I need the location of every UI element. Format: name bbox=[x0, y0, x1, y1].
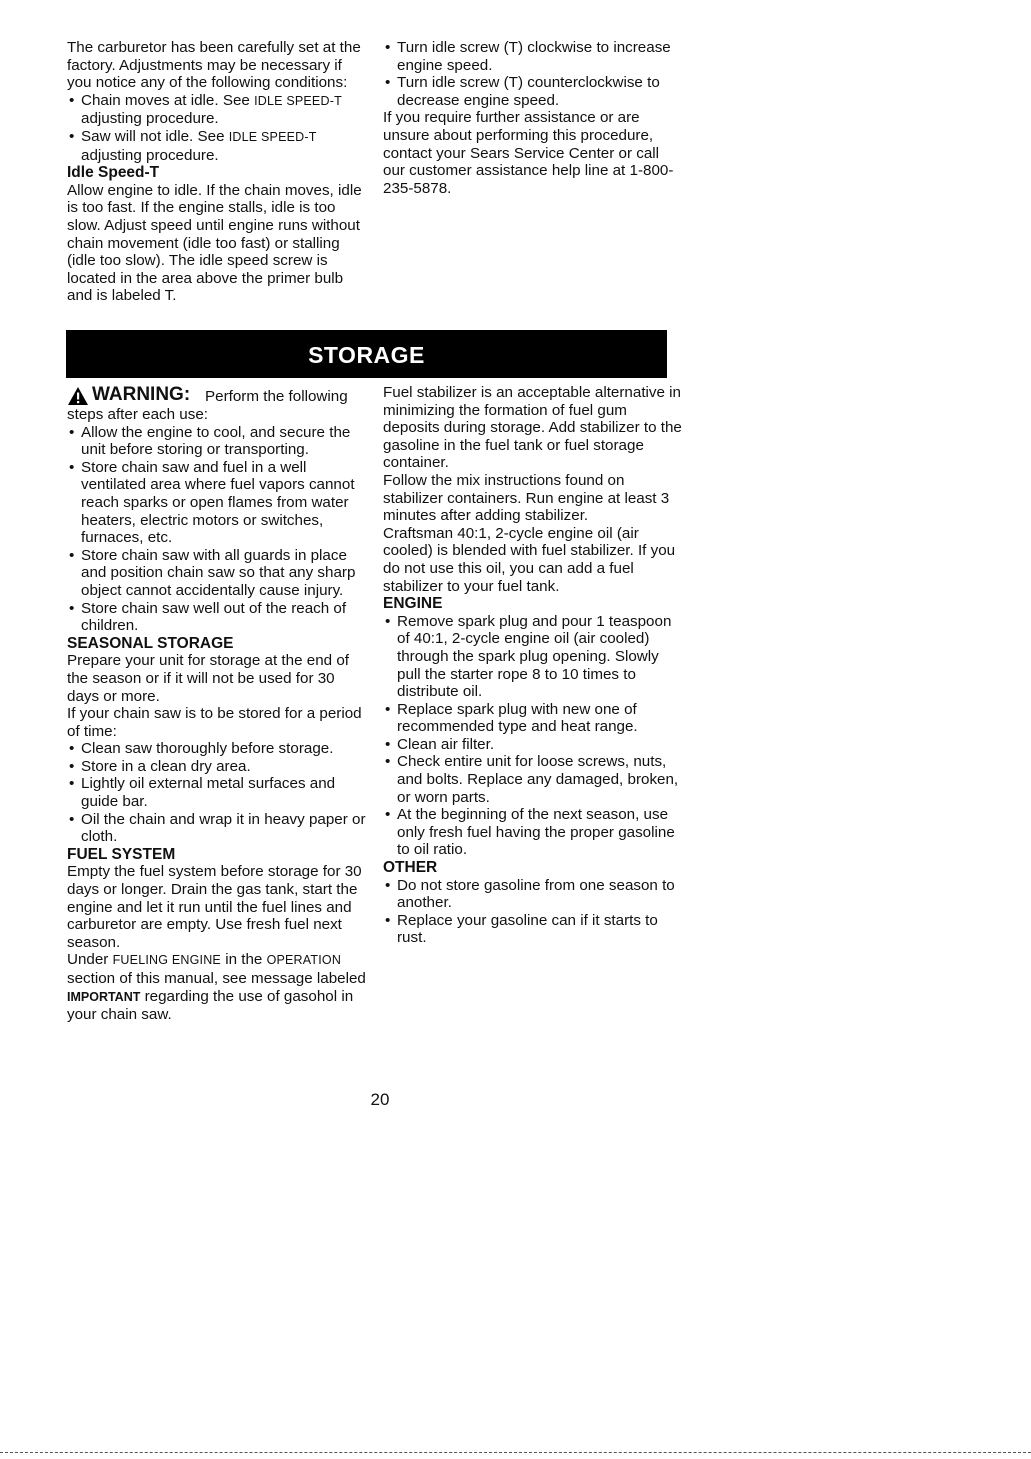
cross-reference: OPERATION bbox=[266, 953, 342, 968]
list-item: • Turn idle screw (T) counterclockwise to decrease engine speed. bbox=[383, 74, 683, 109]
storage-right-column bbox=[383, 384, 683, 947]
stabilizer-p3: Craftsman 40:1, 2-cycle engine oil (air cooled) is blended with fuel stabilizer. If you do not use this oil, you can add a fuel stabilizer to your fuel tank. bbox=[383, 524, 676, 595]
carburetor-intro: The carburetor has been carefully set at the factory. Adjustments may be necessary if you notice any of the following conditions: bbox=[67, 39, 361, 92]
list-item bbox=[67, 128, 367, 164]
cross-reference: IMPORTANT bbox=[67, 989, 141, 1004]
text-run: Under bbox=[67, 951, 113, 969]
stabilizer-p2: Follow the mix instructions found on stabilizer containers. Run engine at least 3 minutes after adding stabilizer. bbox=[383, 471, 670, 525]
cross-reference: IDLE SPEED-T bbox=[254, 93, 342, 108]
idle-speed-heading: Idle Speed-T bbox=[67, 164, 160, 182]
list-item bbox=[67, 92, 367, 128]
text-run: section of this manual, see message labeled bbox=[67, 970, 366, 987]
other-list bbox=[383, 877, 683, 947]
idle-speed-body: Allow engine to idle. If the chain moves, idle is too fast. If the engine stalls, idle is too slow. Adjust speed until engine runs without chain movement (idle too fast) or stalling (idle too slow). The idle speed screw is located in the area above the primer bulb and is labeled T. bbox=[67, 181, 362, 305]
seasonal-storage-p2: If your chain saw is to be stored for a period of time: bbox=[67, 705, 362, 740]
fuel-system-heading: FUEL SYSTEM bbox=[67, 845, 176, 863]
list-item: • Clean air filter. bbox=[383, 736, 683, 754]
warning-steps-list bbox=[67, 424, 367, 635]
idle-screw-list bbox=[383, 39, 683, 109]
list-item-text: Chain moves at idle. See bbox=[81, 91, 255, 109]
seasonal-storage-heading: SEASONAL STORAGE bbox=[67, 634, 234, 652]
list-item: • Store chain saw with all guards in place and position chain saw so that any sharp object cannot accidentally cause injury. bbox=[67, 547, 367, 600]
list-item: • Do not store gasoline from one season to another. bbox=[383, 877, 683, 912]
storage-left-column bbox=[67, 384, 367, 1024]
list-item: • Replace your gasoline can if it starts to rust. bbox=[383, 912, 683, 947]
list-item: • Store in a clean dry area. bbox=[67, 758, 367, 776]
list-item-text: Saw will not idle. See bbox=[81, 127, 229, 145]
cross-reference: FUELING ENGINE bbox=[112, 953, 221, 968]
stabilizer-p1: Fuel stabilizer is an acceptable alternative in minimizing the formation of fuel gum deposits during storage. Add stabilizer to the gasoline in the fuel tank or fuel storage container. bbox=[383, 384, 682, 472]
list-item: • Oil the chain and wrap it in heavy paper or cloth. bbox=[67, 811, 367, 846]
list-item: • Remove spark plug and pour 1 teaspoon of 40:1, 2-cycle engine oil (air cooled) through the spark plug opening. Slowly pull the starter rope 8 to 10 times to distribute oil. bbox=[383, 613, 683, 701]
cross-reference: IDLE SPEED-T bbox=[228, 129, 317, 144]
storage-section-banner: STORAGE bbox=[66, 330, 667, 378]
list-item: • Check entire unit for loose screws, nuts, and bolts. Replace any damaged, broken, or worn parts. bbox=[383, 753, 683, 806]
list-item-text: adjusting procedure. bbox=[81, 146, 219, 164]
list-item: • Store chain saw and fuel in a well ventilated area where fuel vapors cannot reach sparks or open flames from water heaters, electric motors or switches, furnaces, etc. bbox=[67, 459, 367, 547]
other-heading: OTHER bbox=[383, 859, 438, 877]
page-number: 20 bbox=[370, 1090, 390, 1109]
list-item: • Replace spark plug with new one of recommended type and heat range. bbox=[383, 701, 683, 736]
engine-heading: ENGINE bbox=[383, 595, 443, 613]
adjustment-conditions-list bbox=[67, 92, 367, 164]
list-item: • Turn idle screw (T) clockwise to increase engine speed. bbox=[383, 39, 683, 74]
warning-intro: Perform the following steps after each use: bbox=[67, 388, 348, 423]
text-run: in the bbox=[220, 951, 267, 969]
list-item: • Clean saw thoroughly before storage. bbox=[67, 740, 367, 758]
idle-screw-column bbox=[383, 39, 683, 197]
engine-list bbox=[383, 613, 683, 859]
seasonal-storage-list bbox=[67, 740, 367, 846]
list-item: • Store chain saw well out of the reach of children. bbox=[67, 600, 367, 635]
bottom-divider bbox=[0, 1452, 1031, 1453]
text-run: regarding the use of gasohol in your chain saw. bbox=[67, 987, 354, 1024]
assistance-paragraph: If you require further assistance or are unsure about performing this procedure, contact your Sears Service Center or call our customer assistance help line at 1-800-235-5878. bbox=[383, 109, 674, 197]
list-item: • Allow the engine to cool, and secure the unit before storing or transporting. bbox=[67, 424, 367, 459]
carburetor-intro-column bbox=[67, 39, 367, 305]
fuel-system-p1: Empty the fuel system before storage for 30 days or longer. Drain the gas tank, start the engine and let it run until the fuel lines and carburetor are empty. Use fresh fuel next season. bbox=[67, 863, 362, 951]
list-item: • Lightly oil external metal surfaces and guide bar. bbox=[67, 775, 367, 810]
fuel-system-p2 bbox=[67, 951, 367, 1023]
warning-label: WARNING: bbox=[92, 384, 191, 405]
list-item: • At the beginning of the next season, use only fresh fuel having the proper gasoline to oil ratio. bbox=[383, 806, 683, 859]
warning-triangle-icon bbox=[67, 386, 89, 406]
list-item-text: adjusting procedure. bbox=[81, 110, 219, 128]
seasonal-storage-p1: Prepare your unit for storage at the end of the season or if it will not be used for 30 days or more. bbox=[67, 652, 349, 705]
